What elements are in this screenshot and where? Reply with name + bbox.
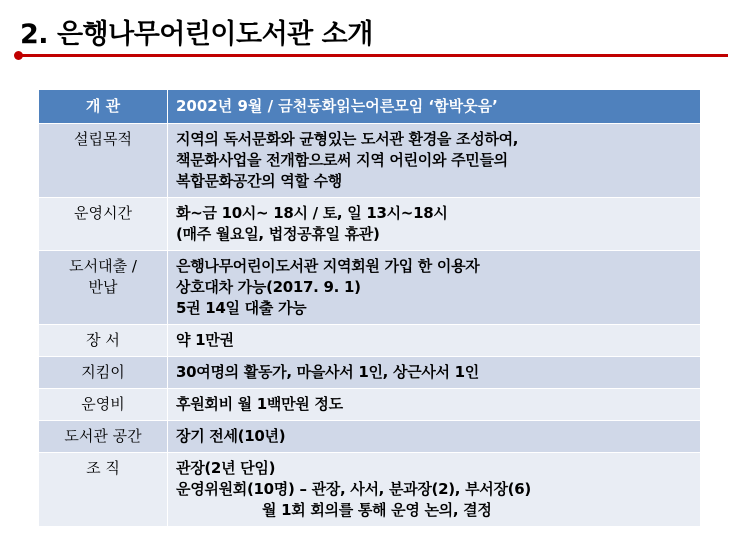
page-title: 2. 은행나무어린이도서관 소개 xyxy=(20,19,373,50)
value-line: 상호대차 가능(2017. 9. 1) xyxy=(176,278,361,296)
table-row xyxy=(39,325,701,357)
value-line: 월 1회 회의를 통해 운영 논의, 결정 xyxy=(262,501,492,519)
table-row xyxy=(39,198,701,251)
row-value-purpose xyxy=(168,124,701,198)
value-line: 지역의 독서문화와 균형있는 도서관 환경을 조성하여, xyxy=(176,130,519,148)
value-line: 복합문화공간의 역할 수행 xyxy=(176,172,342,190)
label-line: 도서대출 / xyxy=(69,257,137,275)
row-value-hours xyxy=(168,198,701,251)
header-label-opening: 개 관 xyxy=(39,90,168,124)
row-value-organization xyxy=(168,453,701,527)
header-value-opening: 2002년 9월 / 금천동화읽는어른모임 ‘함박웃음’ xyxy=(168,90,701,124)
table-row xyxy=(39,124,701,198)
row-label-hours: 운영시간 xyxy=(39,198,168,251)
row-value-lending xyxy=(168,251,701,325)
table-row xyxy=(39,357,701,389)
row-label-space: 도서관 공간 xyxy=(39,421,168,453)
value-line: 후원회비 월 1백만원 정도 xyxy=(176,395,343,413)
table-header-row xyxy=(39,90,701,124)
row-value-space xyxy=(168,421,701,453)
row-value-keepers xyxy=(168,357,701,389)
library-info-table xyxy=(38,89,701,527)
title-underline xyxy=(20,54,728,57)
value-line: 5권 14일 대출 가능 xyxy=(176,299,307,317)
table-row xyxy=(39,421,701,453)
value-line: 30여명의 활동가, 마을사서 1인, 상근사서 1인 xyxy=(176,363,479,381)
row-value-budget xyxy=(168,389,701,421)
row-label-purpose: 설립목적 xyxy=(39,124,168,198)
value-line: 책문화사업을 전개함으로써 지역 어린이와 주민들의 xyxy=(176,151,508,169)
value-line: (매주 월요일, 법정공휴일 휴관) xyxy=(176,225,380,243)
value-line: 은행나무어린이도서관 지역회원 가입 한 이용자 xyxy=(176,257,480,275)
row-label-budget: 운영비 xyxy=(39,389,168,421)
row-label-organization: 조 직 xyxy=(39,453,168,527)
value-line: 장기 전세(10년) xyxy=(176,427,286,445)
row-label-keepers: 지킴이 xyxy=(39,357,168,389)
table-row xyxy=(39,453,701,527)
label-line: 반납 xyxy=(88,278,118,296)
table-row xyxy=(39,389,701,421)
value-line: 화~금 10시~ 18시 / 토, 일 13시~18시 xyxy=(176,204,448,222)
row-label-collection: 장 서 xyxy=(39,325,168,357)
value-line: 약 1만권 xyxy=(176,331,234,349)
row-label-lending xyxy=(39,251,168,325)
value-line: 관장(2년 단임) xyxy=(176,459,276,477)
table-row xyxy=(39,251,701,325)
value-line: 운영위원회(10명) – 관장, 사서, 분과장(2), 부서장(6) xyxy=(176,480,531,498)
row-value-collection xyxy=(168,325,701,357)
